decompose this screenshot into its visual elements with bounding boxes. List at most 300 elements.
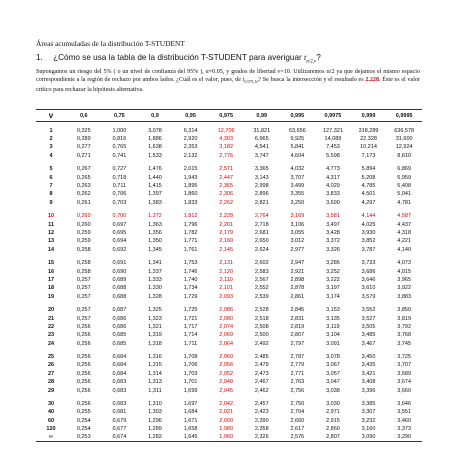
value-cell: 3,143 — [254, 174, 269, 181]
value-cell: 4,029 — [326, 183, 340, 190]
value-cell: 1,333 — [148, 276, 162, 283]
value-cell: 1,341 — [148, 260, 162, 267]
value-cell: 0,260 — [76, 213, 91, 220]
value-cell: 2,145 — [219, 246, 234, 253]
value-cell: 2,326 — [244, 433, 280, 441]
table-row — [36, 165, 422, 173]
nu-cell: 15 — [47, 260, 55, 267]
value-cell: 2,750 — [290, 401, 305, 408]
value-cell: 3,579 — [361, 293, 376, 300]
table-row — [36, 246, 422, 254]
nu-cell: 4 — [49, 152, 53, 159]
value-cell: 4,604 — [290, 152, 305, 159]
value-cell: 2,228 — [219, 213, 234, 220]
value-cell: 2,898 — [290, 276, 305, 283]
value-cell: 3,745 — [397, 340, 412, 347]
explanation-paragraph — [36, 68, 420, 95]
nu-cell: 21 — [47, 315, 55, 322]
value-cell: 3,365 — [254, 166, 269, 173]
value-cell: 8,610 — [397, 152, 412, 159]
paragraph-part3: . Éste es el valor crítico para rechazar la hipótesis alternativa. — [36, 77, 420, 94]
value-cell: 2,021 — [219, 409, 234, 416]
value-cell: 4,221 — [397, 238, 412, 245]
question-symbol-subscript: α/2,ν — [306, 59, 317, 65]
probability-header: 0,9975 — [315, 110, 351, 122]
value-cell: 1,886 — [148, 136, 162, 143]
value-cell: 3,733 — [361, 260, 376, 267]
value-cell: 3,421 — [361, 370, 376, 377]
value-cell: 1,833 — [183, 199, 198, 206]
value-cell: 2,467 — [254, 379, 269, 386]
value-cell: 2,821 — [254, 199, 269, 206]
value-cell: 0,765 — [112, 144, 127, 151]
value-cell: 3,686 — [361, 268, 376, 275]
value-cell: 1,350 — [148, 238, 162, 245]
value-cell: 0,256 — [76, 323, 91, 330]
value-cell: 3,286 — [326, 260, 340, 267]
value-cell: 2,797 — [290, 340, 305, 347]
value-cell: 0,679 — [112, 417, 127, 424]
question-text: ¿Cómo se usa la tabla de la distribución T-STUDENT para averiguar — [53, 53, 302, 62]
value-cell: 1,289 — [148, 426, 162, 433]
table-row — [36, 229, 422, 237]
value-cell: 1,701 — [183, 379, 198, 386]
value-cell: 1,796 — [183, 221, 198, 228]
value-cell: 1,711 — [183, 340, 198, 347]
paragraph-result: 2.228 — [365, 77, 380, 84]
value-cell: 1,316 — [148, 354, 162, 361]
value-cell: 2,831 — [290, 315, 305, 322]
value-cell: 7,173 — [361, 152, 376, 159]
table-row — [36, 417, 422, 425]
value-cell: 4,144 — [361, 213, 376, 220]
value-cell: 2,060 — [219, 354, 234, 361]
value-cell: 1,313 — [148, 379, 162, 386]
question-number: 1. — [36, 53, 43, 62]
value-cell: 4,297 — [361, 199, 376, 206]
value-cell: 3,689 — [397, 370, 412, 377]
value-cell: 3,326 — [326, 246, 340, 253]
value-cell: 0,703 — [112, 199, 127, 206]
value-cell: 1,397 — [148, 191, 162, 198]
value-cell: 2,485 — [254, 354, 269, 361]
value-cell: 1,703 — [183, 370, 198, 377]
value-cell: 2,101 — [219, 285, 234, 292]
value-cell: 2,457 — [254, 401, 269, 408]
table-row — [36, 276, 422, 284]
table-row — [36, 339, 422, 347]
value-cell: 3,290 — [386, 433, 422, 441]
value-cell: 1,638 — [148, 144, 162, 151]
value-cell: 1,319 — [148, 332, 162, 339]
value-cell: 3,674 — [397, 379, 412, 386]
value-cell: 10,214 — [360, 144, 377, 151]
nu-cell: 9 — [49, 199, 53, 206]
nu-cell: 24 — [47, 340, 55, 347]
value-cell: 3,119 — [326, 323, 340, 330]
probability-header: 0,975 — [208, 110, 244, 122]
value-cell: 2,567 — [254, 276, 269, 283]
value-cell: 5,208 — [361, 174, 376, 181]
value-cell: 2,069 — [219, 332, 234, 339]
value-cell: 0,257 — [76, 307, 91, 314]
table-row — [36, 220, 422, 228]
value-cell: 2,518 — [254, 315, 269, 322]
value-cell: 1,684 — [183, 409, 198, 416]
value-cell: 2,000 — [219, 417, 234, 424]
nu-cell: 5 — [49, 166, 53, 173]
value-cell: 2,571 — [219, 166, 234, 173]
table-row — [36, 237, 422, 245]
value-cell: 2,528 — [254, 307, 269, 314]
value-cell: 2,787 — [290, 354, 305, 361]
value-cell: 3,819 — [397, 315, 412, 322]
value-cell: 3,408 — [361, 379, 376, 386]
value-cell: 3,030 — [326, 401, 340, 408]
value-cell: 3,467 — [361, 340, 376, 347]
value-cell: 3,497 — [326, 221, 340, 228]
value-cell: 2,201 — [219, 221, 234, 228]
value-cell: 1,303 — [148, 409, 162, 416]
value-cell: 3,581 — [326, 213, 340, 220]
value-cell: 1,697 — [183, 401, 198, 408]
value-cell: 4,073 — [397, 260, 412, 267]
value-cell: 2,617 — [290, 426, 305, 433]
question-symbol-letter: t — [304, 53, 307, 62]
value-cell: 3,646 — [397, 401, 412, 408]
value-cell: 5,841 — [290, 144, 305, 151]
value-cell: 127,321 — [323, 127, 343, 134]
value-cell: 2,704 — [290, 409, 305, 416]
value-cell: 0,261 — [76, 199, 91, 206]
value-cell: 3,396 — [361, 387, 376, 394]
nu-cell: 60 — [47, 417, 55, 424]
value-cell: 2,718 — [254, 221, 269, 228]
value-cell: 63,656 — [288, 127, 306, 134]
value-cell: 3,078 — [326, 354, 340, 361]
value-cell: 3,047 — [326, 379, 340, 386]
probability-header: 0,6 — [66, 110, 102, 122]
value-cell: 4,587 — [397, 213, 412, 220]
value-cell: 2,120 — [219, 268, 234, 275]
value-cell: 1,440 — [148, 174, 162, 181]
value-cell: 2,624 — [254, 246, 269, 253]
table-row — [36, 152, 422, 160]
value-cell: 0,691 — [112, 260, 127, 267]
value-cell: 1,753 — [183, 260, 198, 267]
value-cell: 2,423 — [254, 409, 269, 416]
value-cell: 0,685 — [112, 332, 127, 339]
paragraph-symbol-subscript: 0.975,10 — [244, 79, 259, 85]
value-cell: 5,894 — [361, 166, 376, 173]
value-cell: 2,878 — [290, 285, 305, 292]
value-cell: 3,707 — [397, 362, 412, 369]
value-cell: 2,473 — [254, 370, 269, 377]
value-cell: 3,169 — [290, 213, 305, 220]
value-cell: 0,254 — [76, 426, 91, 433]
value-cell: 2,681 — [254, 229, 269, 236]
value-cell: 1,706 — [183, 362, 198, 369]
value-cell: 0,256 — [76, 387, 91, 394]
nu-cell: 120 — [46, 426, 56, 433]
paragraph-symbol — [243, 77, 259, 83]
value-cell: 2,861 — [290, 293, 305, 300]
value-cell: 0,257 — [76, 293, 91, 300]
value-cell: 1,533 — [148, 152, 162, 159]
value-cell: 2,763 — [290, 379, 305, 386]
value-cell: 3,552 — [361, 307, 376, 314]
table-row — [36, 173, 422, 181]
value-cell: 3,250 — [290, 199, 305, 206]
value-cell: 2,779 — [290, 362, 305, 369]
nu-cell: 19 — [47, 293, 55, 300]
value-cell: 1,699 — [183, 387, 198, 394]
value-cell: 1,721 — [183, 315, 198, 322]
nu-cell: 29 — [47, 387, 55, 394]
value-cell: 0,325 — [76, 127, 91, 134]
value-cell: 3,222 — [326, 276, 340, 283]
value-cell: 2,845 — [290, 307, 305, 314]
value-cell: 3,372 — [326, 238, 340, 245]
value-cell: 3,646 — [361, 276, 376, 283]
value-cell: 2,583 — [254, 268, 269, 275]
value-cell: 2,074 — [219, 323, 234, 330]
nu-cell: 27 — [47, 370, 55, 377]
nu-cell: ∞ — [36, 433, 66, 441]
value-cell: 31,600 — [395, 136, 413, 143]
table-row — [36, 314, 422, 322]
value-cell: 3,104 — [326, 332, 340, 339]
value-cell: 2,860 — [326, 426, 340, 433]
value-cell: 2,132 — [183, 152, 198, 159]
value-cell: 2,462 — [254, 387, 269, 394]
value-cell: 0,253 — [66, 433, 102, 441]
value-cell: 1,383 — [148, 199, 162, 206]
value-cell: 1,330 — [148, 285, 162, 292]
nu-cell: 13 — [47, 238, 55, 245]
value-cell: 2,179 — [219, 229, 234, 236]
value-cell: 3,078 — [148, 127, 162, 134]
value-cell: 2,920 — [183, 136, 198, 143]
value-cell: 3,428 — [326, 229, 340, 236]
question-end: ? — [316, 53, 321, 62]
table-row — [36, 433, 422, 441]
value-cell: 3,551 — [397, 409, 412, 416]
value-cell: 1,746 — [183, 268, 198, 275]
value-cell: 2,086 — [219, 307, 234, 314]
value-cell: 3,792 — [397, 323, 412, 330]
table-body — [36, 122, 422, 442]
nu-cell: 7 — [49, 183, 53, 190]
value-cell: 2,042 — [219, 401, 234, 408]
value-cell: 2,998 — [254, 183, 269, 190]
paragraph-part2: ? Se busca la intersección y el resultado es — [258, 77, 364, 84]
value-cell: 7,453 — [326, 144, 340, 151]
value-cell: 0,683 — [112, 379, 127, 386]
value-cell: 2,110 — [219, 276, 233, 283]
nu-cell: 28 — [47, 379, 55, 386]
value-cell: 1,729 — [183, 293, 198, 300]
value-cell: 2,807 — [315, 433, 351, 441]
value-cell: 3,930 — [361, 229, 376, 236]
value-cell: 2,353 — [183, 144, 198, 151]
nu-cell: 3 — [49, 144, 53, 151]
value-cell: 3,787 — [361, 246, 376, 253]
value-cell: 0,687 — [112, 307, 127, 314]
value-cell: 0,700 — [112, 213, 127, 220]
question-line — [36, 53, 321, 65]
value-cell: 2,576 — [280, 433, 316, 441]
value-cell: 1,895 — [183, 183, 198, 190]
t-student-table — [36, 109, 422, 442]
table-row — [36, 199, 422, 207]
value-cell: 3,725 — [397, 354, 412, 361]
value-cell: 4,140 — [397, 246, 412, 253]
nu-cell: 23 — [47, 332, 55, 339]
value-cell: 4,025 — [361, 221, 376, 228]
value-cell: 3,833 — [326, 191, 340, 198]
value-cell: 2,447 — [219, 174, 234, 181]
table-row — [36, 353, 422, 361]
value-cell: 3,610 — [361, 285, 376, 292]
value-cell: 5,959 — [397, 174, 412, 181]
value-cell: 3,355 — [290, 191, 305, 198]
value-cell: 0,690 — [112, 268, 127, 275]
value-cell: 2,131 — [219, 260, 234, 267]
value-cell: 3,106 — [290, 221, 305, 228]
value-cell: 0,816 — [112, 136, 127, 143]
value-cell: 3,012 — [290, 238, 305, 245]
value-cell: 12,924 — [395, 144, 413, 151]
value-cell: 2,479 — [254, 362, 269, 369]
nu-cell: 17 — [47, 276, 55, 283]
value-cell: 2,500 — [254, 332, 269, 339]
value-cell: 0,688 — [112, 293, 127, 300]
nu-cell: 14 — [47, 246, 55, 253]
value-cell: 0,258 — [76, 268, 91, 275]
value-cell: 1,323 — [148, 315, 162, 322]
value-cell: 6,869 — [397, 166, 412, 173]
value-cell: 0,685 — [112, 340, 127, 347]
value-cell: 4,541 — [254, 144, 269, 151]
value-cell: 4,437 — [397, 221, 412, 228]
value-cell: 0,258 — [76, 260, 91, 267]
value-cell: 3,057 — [326, 370, 340, 377]
value-cell: 3,091 — [326, 340, 340, 347]
probability-header: 0,9 — [137, 110, 173, 122]
value-cell: 0,711 — [112, 183, 127, 190]
value-cell: 9,925 — [290, 136, 305, 143]
value-cell: 4,303 — [219, 136, 234, 143]
value-cell: 2,539 — [254, 293, 269, 300]
value-cell: 3,182 — [219, 144, 234, 151]
value-cell: 1,315 — [148, 362, 162, 369]
value-cell: 1,415 — [148, 183, 162, 190]
value-cell: 3,690 — [326, 199, 340, 206]
value-cell: 0,260 — [76, 221, 91, 228]
table-row — [36, 259, 422, 267]
table-row — [36, 323, 422, 331]
value-cell: 1,325 — [148, 307, 162, 314]
value-cell: 3,460 — [397, 417, 412, 424]
value-cell: 3,747 — [254, 152, 269, 159]
paragraph-symbol-letter: t — [242, 77, 245, 84]
value-cell: 0,277 — [76, 144, 91, 151]
value-cell: 2,048 — [219, 379, 234, 386]
value-cell: 3,922 — [397, 285, 412, 292]
value-cell: 2,080 — [219, 315, 234, 322]
nu-header: ν — [36, 110, 66, 122]
value-cell: 0,683 — [112, 401, 127, 408]
value-cell: 0,694 — [112, 238, 127, 245]
value-cell: 1,761 — [183, 246, 198, 253]
value-cell: 0,258 — [76, 246, 91, 253]
value-cell: 6,965 — [254, 136, 269, 143]
value-cell: 0,688 — [112, 285, 127, 292]
value-cell: 0,677 — [112, 426, 127, 433]
probability-header: 0,999 — [351, 110, 387, 122]
value-cell: 1,296 — [148, 417, 162, 424]
probability-header: 0,995 — [280, 110, 316, 122]
value-cell: 2,015 — [183, 166, 198, 173]
value-cell: 0,689 — [112, 276, 127, 283]
value-cell: 3,527 — [361, 315, 376, 322]
document-heading: Áreas acumuladas de la distribución T-STUDENT — [36, 39, 185, 48]
paragraph-part1: Supongamos un riesgo del 5% ( o un nivel de confianza del 95% ), α=0.05, y grados de libertad ν=10. Utilizaremos α/2 ya que dejamos el mismo espacio correspondiente a la región de rechazo por ambos lados. ¿Cuál es el valor, pues, de — [36, 69, 420, 84]
value-cell: 0,257 — [76, 315, 91, 322]
value-cell: 0,683 — [112, 387, 127, 394]
value-cell: 14,089 — [324, 136, 342, 143]
value-cell: 4,032 — [290, 166, 305, 173]
value-cell: 0,257 — [76, 276, 91, 283]
value-cell: 0,681 — [112, 409, 127, 416]
value-cell: 1,328 — [148, 293, 162, 300]
value-cell: 0,686 — [112, 315, 127, 322]
probability-header: 0,99 — [244, 110, 280, 122]
value-cell: 2,947 — [290, 260, 305, 267]
nu-cell: 18 — [47, 285, 55, 292]
value-cell: 2,915 — [326, 417, 340, 424]
value-cell: 1,311 — [148, 387, 162, 394]
value-cell: 4,015 — [397, 268, 412, 275]
nu-cell: 1 — [49, 127, 53, 134]
value-cell: 0,265 — [76, 174, 91, 181]
value-cell: 1,282 — [137, 433, 173, 441]
value-cell: 0,289 — [76, 136, 91, 143]
value-cell: 0,706 — [112, 191, 127, 198]
value-cell: 4,773 — [326, 166, 340, 173]
value-cell: 2,819 — [290, 323, 305, 330]
value-cell: 1,318 — [148, 340, 162, 347]
value-cell: 2,390 — [254, 417, 269, 424]
table-row — [36, 408, 422, 416]
value-cell: 0,262 — [76, 191, 91, 198]
value-cell: 1,717 — [183, 323, 198, 330]
value-cell: 0,741 — [112, 152, 127, 159]
value-cell: 1,812 — [183, 213, 198, 220]
value-cell: 5,041 — [397, 191, 412, 198]
value-cell: 3,160 — [361, 426, 376, 433]
nu-cell: 20 — [47, 307, 55, 314]
value-cell: 0,686 — [112, 323, 127, 330]
value-cell: 0,697 — [112, 221, 127, 228]
value-cell: 3,385 — [361, 401, 376, 408]
value-cell: 0,684 — [112, 362, 127, 369]
value-cell: 1,860 — [183, 191, 198, 198]
value-cell: 0,256 — [76, 379, 91, 386]
value-cell: 0,684 — [112, 370, 127, 377]
nu-cell: 10 — [47, 213, 55, 220]
